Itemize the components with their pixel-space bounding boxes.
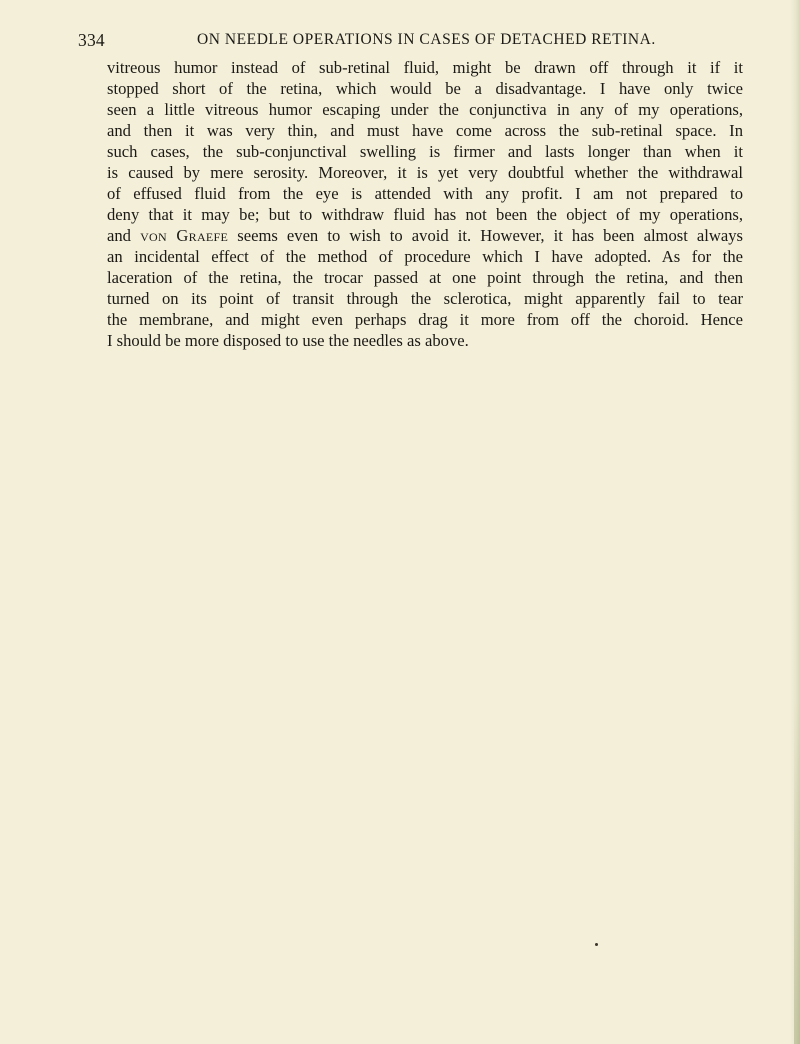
page-number: 334 bbox=[78, 30, 105, 50]
text-segment: seems even to wish to avoid it. However, it has been almost always bbox=[228, 226, 744, 245]
page-edge-stain bbox=[794, 700, 800, 1044]
author-name: von Graefe bbox=[140, 226, 229, 245]
text-line: such cases, the sub-conjunctival swelling is firmer and lasts longer than when it bbox=[107, 142, 743, 161]
body-paragraph bbox=[107, 57, 743, 351]
text-line: is caused by mere serosity. Moreover, it is yet very doubtful whether the withdrawal bbox=[107, 163, 743, 182]
text-line: and then it was very thin, and must have come across the sub-retinal space. In bbox=[107, 121, 743, 140]
text-line: an incidental effect of the method of procedure which I have adopted. As for the bbox=[107, 247, 743, 266]
text-line: I should be more disposed to use the needles as above. bbox=[107, 331, 469, 350]
text-line: deny that it may be; but to withdraw fluid has not been the object of my operations, bbox=[107, 205, 743, 224]
text-line: stopped short of the retina, which would be a disadvantage. I have only twice bbox=[107, 79, 743, 98]
text-line: seen a little vitreous humor escaping under the conjunctiva in any of my operations, bbox=[107, 100, 743, 119]
running-head bbox=[78, 30, 740, 54]
text-line: of effused fluid from the eye is attended with any profit. I am not prepared to bbox=[107, 184, 743, 203]
text-line: turned on its point of transit through the sclerotica, might apparently fail to tear bbox=[107, 289, 743, 308]
text-line bbox=[107, 225, 743, 246]
paper-speck bbox=[595, 943, 598, 946]
text-segment: and bbox=[107, 226, 141, 245]
text-line: the membrane, and might even perhaps drag it more from off the choroid. Hence bbox=[107, 310, 743, 329]
text-line: laceration of the retina, the trocar passed at one point through the retina, and then bbox=[107, 268, 743, 287]
running-title: ON NEEDLE OPERATIONS IN CASES OF DETACHED RETINA. bbox=[197, 31, 656, 48]
text-line: vitreous humor instead of sub-retinal fluid, might be drawn off through it if it bbox=[107, 58, 743, 77]
